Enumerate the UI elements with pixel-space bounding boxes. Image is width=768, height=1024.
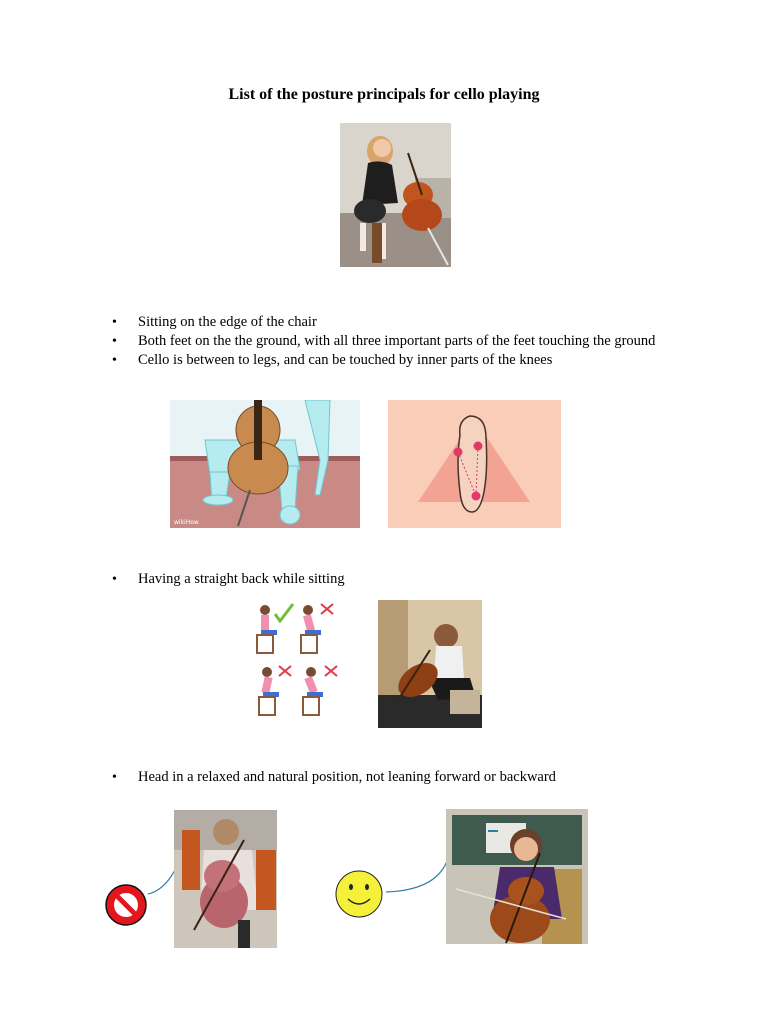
child-cello-stool-photo [378, 600, 482, 728]
bullet-list-seating [110, 313, 670, 370]
page-title: List of the posture principals for cello playing [228, 86, 540, 103]
seated-cellist-illustration [170, 400, 360, 528]
list-item: • Cello is between to legs, and can be touched by inner parts of the knees [110, 351, 670, 370]
posture-comparison-illustration [253, 600, 345, 722]
watermark-text: wikiHow [174, 519, 199, 526]
smiley-face-icon [334, 870, 384, 918]
list-item: • Both feet on the the ground, with all three important parts of the feet touching the ground [110, 332, 670, 351]
list-item: • Head in a relaxed and natural position, not leaning forward or backward [110, 768, 670, 787]
good-posture-cellist-photo [446, 809, 588, 944]
foot-contact-points-illustration [388, 400, 561, 528]
bad-posture-cellist-photo [174, 810, 277, 948]
no-sign-icon [103, 882, 149, 928]
bullet-list-back [110, 570, 670, 589]
list-item: • Sitting on the edge of the chair [110, 313, 670, 332]
list-item: • Having a straight back while sitting [110, 570, 670, 589]
girl-cello-photo [340, 123, 451, 267]
bullet-list-head [110, 768, 670, 787]
